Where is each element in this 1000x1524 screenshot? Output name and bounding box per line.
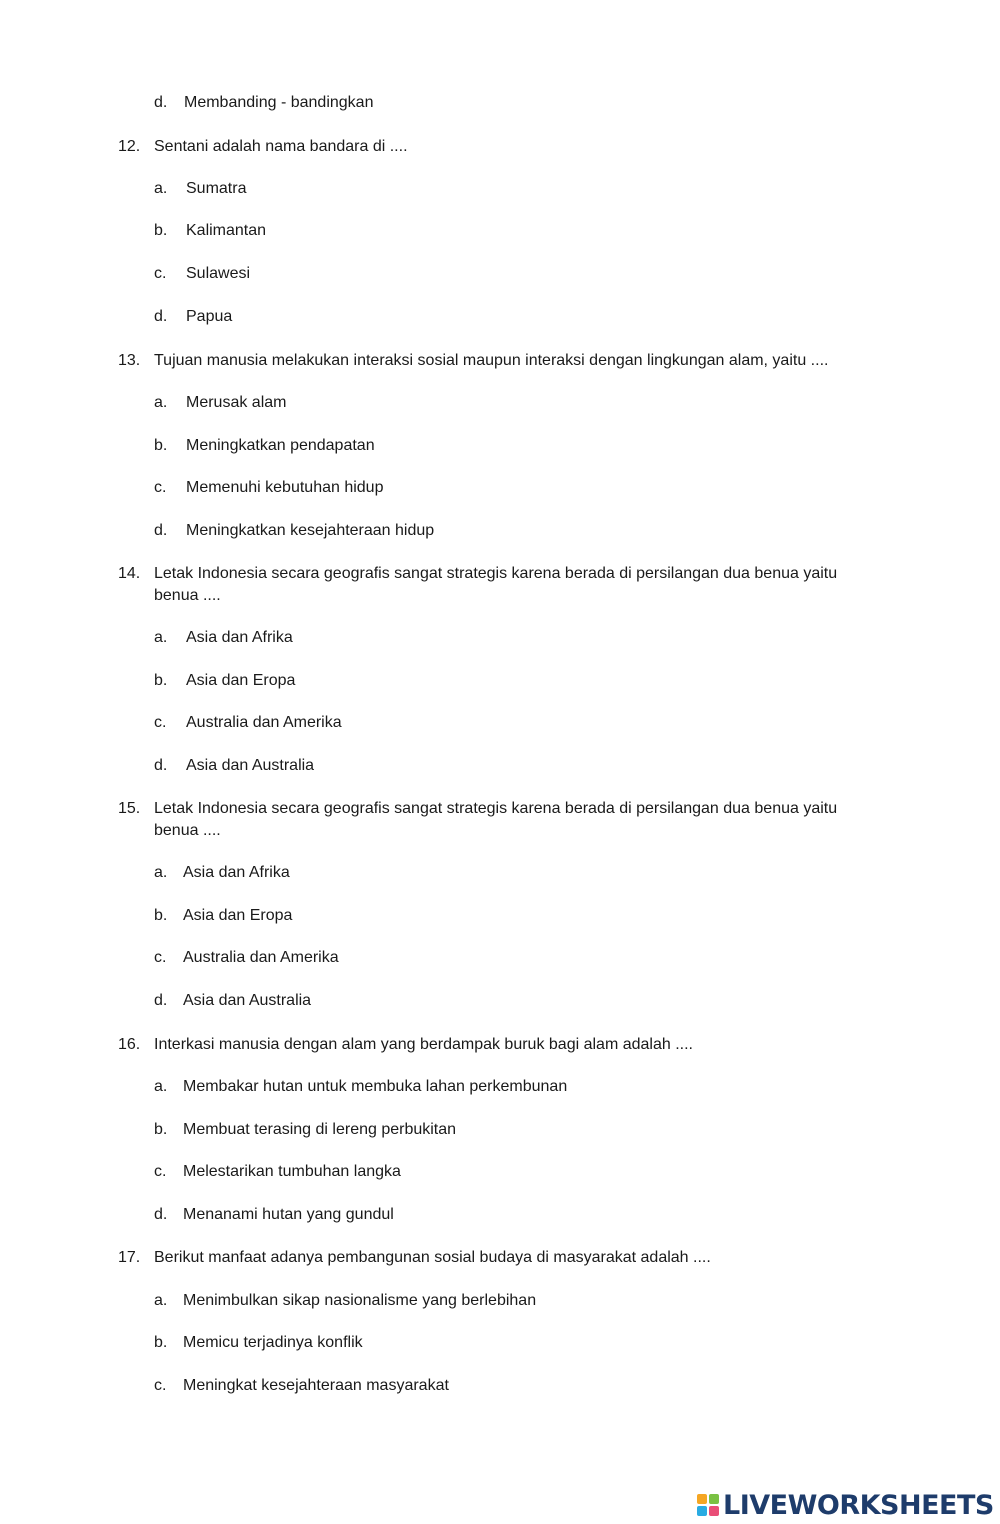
option-text: Menanami hutan yang gundul	[183, 1206, 394, 1223]
option-text: Meningkatkan kesejahteraan hidup	[186, 522, 435, 539]
option-text: Membuat terasing di lereng perbukitan	[183, 1121, 457, 1138]
option-text: Asia dan Eropa	[183, 907, 293, 924]
option-letter: c.	[154, 949, 167, 966]
option-text: Melestarikan tumbuhan langka	[183, 1163, 401, 1180]
option-letter: b.	[154, 907, 168, 924]
question-number: 13.	[118, 352, 141, 369]
option-letter: d.	[154, 757, 168, 774]
option-letter: a.	[154, 1292, 168, 1309]
option-letter: d.	[154, 1206, 168, 1223]
option-text: Sulawesi	[186, 265, 251, 282]
option-letter: b.	[154, 1121, 168, 1138]
option-letter: a.	[154, 629, 168, 646]
question-text: Letak Indonesia secara geografis sangat strategis karena berada di persilangan dua benua yaitu benua ....	[154, 800, 838, 839]
option-text: Australia dan Amerika	[186, 714, 342, 731]
question-number: 15.	[118, 800, 141, 817]
option-letter: c.	[154, 265, 167, 282]
option-text: Asia dan Australia	[183, 992, 312, 1009]
option-letter: c.	[154, 714, 167, 731]
option-letter: d.	[154, 94, 168, 111]
option-letter: b.	[154, 437, 168, 454]
question-number: 14.	[118, 565, 141, 582]
option-text: Membanding - bandingkan	[184, 94, 374, 111]
liveworksheets-logo	[697, 1488, 994, 1522]
option-letter: a.	[154, 180, 168, 197]
question-number: 17.	[118, 1249, 141, 1266]
option-text: Sumatra	[186, 180, 247, 197]
question-text: Letak Indonesia secara geografis sangat strategis karena berada di persilangan dua benua yaitu benua ....	[154, 565, 838, 604]
option-letter: b.	[154, 222, 168, 239]
option-text: Kalimantan	[186, 222, 267, 239]
option-letter: d.	[154, 308, 168, 325]
option-text: Australia dan Amerika	[183, 949, 339, 966]
option-text: Asia dan Australia	[186, 757, 315, 774]
option-letter: d.	[154, 522, 168, 539]
option-text: Merusak alam	[186, 394, 287, 411]
option-text: Asia dan Afrika	[183, 864, 290, 881]
option-text: Papua	[186, 308, 233, 325]
option-letter: d.	[154, 992, 168, 1009]
option-letter: a.	[154, 864, 168, 881]
option-text: Memicu terjadinya konflik	[183, 1334, 363, 1351]
option-text: Membakar hutan untuk membuka lahan perkembunan	[183, 1078, 568, 1095]
option-letter: a.	[154, 1078, 168, 1095]
question-text: Interkasi manusia dengan alam yang berdampak buruk bagi alam adalah ....	[154, 1036, 693, 1053]
brand-name: LIVEWORKSHEETS	[723, 1489, 994, 1521]
question-number: 16.	[118, 1036, 141, 1053]
question-number: 12.	[118, 138, 141, 155]
option-letter: c.	[154, 1163, 167, 1180]
question-text: Tujuan manusia melakukan interaksi sosial maupun interaksi dengan lingkungan alam, yaitu ....	[154, 352, 829, 369]
option-text: Meningkat kesejahteraan masyarakat	[183, 1377, 449, 1394]
option-letter: a.	[154, 394, 168, 411]
option-letter: c.	[154, 1377, 167, 1394]
option-letter: b.	[154, 672, 168, 689]
logo-icon	[697, 1494, 719, 1516]
option-text: Meningkatkan pendapatan	[186, 437, 375, 454]
option-text: Memenuhi kebutuhan hidup	[186, 479, 384, 496]
option-letter: b.	[154, 1334, 168, 1351]
question-text: Sentani adalah nama bandara di ....	[154, 138, 408, 155]
option-text: Asia dan Afrika	[186, 629, 293, 646]
question-text: Berikut manfaat adanya pembangunan sosial budaya di masyarakat adalah ....	[154, 1249, 711, 1266]
option-text: Menimbulkan sikap nasionalisme yang berlebihan	[183, 1292, 537, 1309]
option-text: Asia dan Eropa	[186, 672, 296, 689]
option-letter: c.	[154, 479, 167, 496]
